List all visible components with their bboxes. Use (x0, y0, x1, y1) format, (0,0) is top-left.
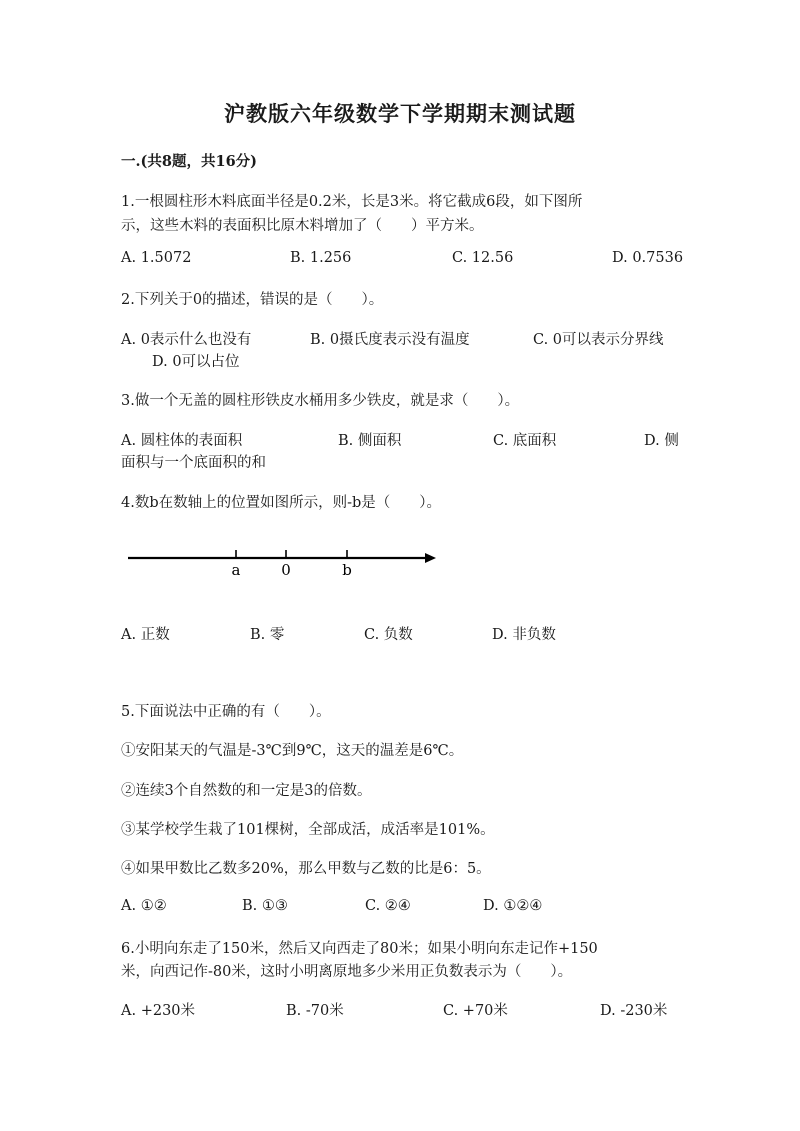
question-2-line-1: 2.下列关于0的描述，错误的是（ ）。 (121, 292, 384, 308)
question-1-line-2: 示，这些木料的表面积比原木料增加了（ ）平方米。 (121, 218, 484, 234)
question-5-statement-4: ④如果甲数比乙数多20%，那么甲数与乙数的比是6：5。 (121, 861, 491, 877)
question-6-option-a: A. +230米 (121, 1003, 196, 1019)
question-4-option-b: B. 零 (250, 627, 285, 643)
question-5-statement-1: ①安阳某天的气温是-3℃到9℃，这天的温差是6℃。 (121, 743, 464, 759)
section-heading: 一.(共8题，共16分) (121, 153, 258, 170)
question-3-option-b: B. 侧面积 (338, 433, 402, 449)
question-3-option-a: A. 圆柱体的表面积 (121, 433, 243, 449)
question-1-line-1: 1.一根圆柱形木料底面半径是0.2米，长是3米。将它截成6段，如下图所 (121, 194, 583, 210)
question-1-option-d: D. 0.7536 (612, 250, 684, 266)
axis-label-a: a (231, 561, 241, 579)
question-6-option-b: B. -70米 (286, 1003, 344, 1019)
question-5-option-c: C. ②④ (365, 898, 411, 914)
question-3-option-d-wrap: 面积与一个底面积的和 (121, 455, 266, 471)
question-6-line-2: 米，向西记作-80米，这时小明离原地多少米用正负数表示为（ ）。 (121, 964, 573, 980)
question-4-option-a: A. 正数 (121, 627, 170, 643)
question-5-option-b: B. ①③ (242, 898, 288, 914)
question-5-statement-3: ③某学校学生栽了101棵树，全部成活，成活率是101%。 (121, 822, 495, 838)
question-1-option-b: B. 1.256 (290, 250, 352, 266)
question-5-option-d: D. ①②④ (483, 898, 543, 914)
page-title: 沪教版六年级数学下学期期末测试题 (224, 101, 576, 126)
number-line-arrow (425, 553, 436, 563)
axis-label-zero: 0 (281, 561, 291, 579)
question-4-line-1: 4.数b在数轴上的位置如图所示，则-b是（ ）。 (121, 495, 442, 511)
question-1-option-a: A. 1.5072 (121, 250, 192, 266)
question-3-option-c: C. 底面积 (493, 433, 557, 449)
question-2-option-c: C. 0可以表示分界线 (533, 332, 664, 348)
question-3-option-d: D. 侧 (644, 433, 679, 449)
question-6-option-c: C. +70米 (443, 1003, 508, 1019)
question-5-line-1: 5.下面说法中正确的有（ ）。 (121, 704, 331, 720)
question-5-option-a: A. ①② (121, 898, 167, 914)
question-1-option-c: C. 12.56 (452, 250, 514, 266)
question-2-option-d: D. 0可以占位 (152, 354, 240, 370)
question-5-statement-2: ②连续3个自然数的和一定是3的倍数。 (121, 783, 372, 799)
question-3-line-1: 3.做一个无盖的圆柱形铁皮水桶用多少铁皮，就是求（ ）。 (121, 393, 520, 409)
number-line-figure (120, 540, 450, 582)
question-4-option-c: C. 负数 (364, 627, 413, 643)
question-6-option-d: D. -230米 (600, 1003, 668, 1019)
question-6-line-1: 6.小明向东走了150米，然后又向西走了80米；如果小明向东走记作+150 (121, 941, 598, 957)
question-4-option-d: D. 非负数 (492, 627, 556, 643)
question-2-option-b: B. 0摄氏度表示没有温度 (310, 332, 470, 348)
axis-label-b: b (342, 561, 352, 579)
question-2-option-a: A. 0表示什么也没有 (121, 332, 252, 348)
